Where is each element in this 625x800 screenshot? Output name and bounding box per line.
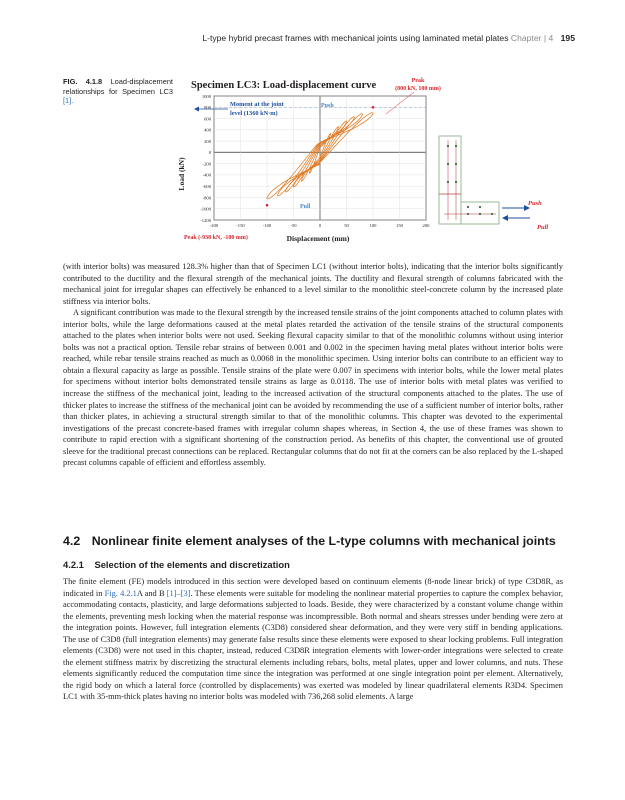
caption-label: FIG. 4.1.8 — [63, 77, 103, 86]
moment-value-annotation: level (1360 kN·m) — [230, 110, 278, 117]
pull-annotation: Pull — [300, 204, 311, 210]
inset-bolt — [447, 145, 449, 147]
load-displacement-figure — [178, 74, 563, 254]
paragraph-2: A significant contribution was made to the flexural strength by the increased tensile strains of the joint components attached to column plates with interior bolts, while the large deformations caused at the metal plates retarded the activation of the tensile strains of the structural components attached to the plates when interior bolts were not used. Seeking flexural capacity similar to that of the monolithic columns without using interior bolts was not a practical option. Tensile rebar strains of between 0.001 and 0.002 in the specimen having metal plates without interior bolts were reached, while rebar tensile strains reached as much as 0.0068 in the monolithic specimen. Using interior bolts can contribute to an efficient way to obtain a flexural capacity as large as possible. Tensile strains of the plate were 0.007 in specimens with interior bolts, while the lower metal plates for specimens without interior bolts demonstrated tensile strains as large as 0.0118. The use of interior bolts with metal plates was verified to increase the stiffness of the mechanical joint, leading to the increased activation of the structural components attached to the plates. The use of thicker plates to increase the stiffness of the mechanical joint can be avoided by recommending the use of a sufficient number of interior bolts, rather than thicker plates, in achieving a structural strength similar to that of the monolithic columns. This chapter was devoted to the experimental investigations of the precast concrete-based frames with irregular column shapes whereas, in Section 4, the use of these frames was shown to contribute to rapid erection with a significant shortening of the construction period. As benefits of this chapter, the conventional use of grouted sleeve for the traditional precast connections can be replaced. Rectangular columns that do not fit at the corners can be also replaced by the L-shaped precast columns capable of efficient and effortless assembly. — [63, 308, 563, 468]
inset-bolt — [455, 181, 457, 183]
inset-bolt — [479, 213, 481, 215]
section-heading — [63, 534, 556, 548]
citation-ref-link[interactable]: [1]–[3] — [166, 588, 191, 598]
subsection-title: Selection of the elements and discretization — [94, 559, 290, 570]
inset-pull-label: Pull — [537, 224, 549, 231]
peak-pos-value: (800 kN, 100 mm) — [395, 86, 441, 92]
y-tick-label: 0 — [208, 150, 211, 156]
inset-bolt — [467, 206, 469, 208]
y-tick-label: 800 — [204, 105, 211, 111]
x-tick-label: 100 — [369, 223, 377, 228]
paragraph-3: The finite element (FE) models introduced in this section were developed based on continuum elements (8-node linear brick) of type C3D8R, as indicated in Fig. 4.2.1A and B [1]–[3]. These elements were suitable for modeling the nonlinear material properties to capture the complex behavior, accommodating contacts, plasticity, and large deformations subjected to loads. Beside, they were characterized by a constant volume change within the elements, preventing mesh locking when the material response was incompressible. Both normal and shears stresses under bending were zero at the integration points. However, full integration elements (C3D8) considered shear deformation, and they were very stiff in bending applications. The use of C3D8 (full integration elements) may generate false results since these elements were exposed to shear locking problems. Full integration elements (C3D8) were not used in this chapter, instead, reduced C3D8R integration elements with lower-order integrations were selected to create the element stiffness matrix by discretizing the structural elements including rebars, bolts, metal plates, upper and lower columns, and nuts. These elements significantly reduced the computation time since the integration was performed at one single integration point per element. Alternatively, the rigid body on which a lateral force (controlled by displacements) was exerted was modeled by linear quadrilateral elements R3D4. Specimen LC1 with 35-mm-thick plates having no interior bolts was modeled with 736,268 solid elements. A large — [63, 577, 563, 702]
chart-svg — [178, 74, 563, 254]
running-header — [202, 33, 575, 43]
chapter-label: Chapter | 4 — [510, 33, 554, 43]
x-tick-label: 150 — [396, 223, 403, 228]
pull-arrow-head — [502, 215, 508, 221]
y-tick-label: -400 — [202, 172, 211, 178]
y-tick-label: 200 — [204, 138, 211, 144]
peak-positive-marker — [372, 106, 375, 109]
inset-bolt — [447, 163, 449, 165]
x-tick-label: -50 — [290, 223, 297, 228]
paragraph-1: (with interior bolts) was measured 128.3% higher than that of Specimen LC1 (without interior bolts), indicating that the interior bolts significantly contributed to the ductility and the flexural strength of the mechanical joints. The ductility and flexural strength of columns fabricated with the mechanical joint for irregular shapes can effectively be enhanced to a level similar to the monolithic steel-concrete column by the increased plate stiffness via interior bolts. — [63, 262, 563, 306]
column-inset — [439, 136, 548, 231]
push-annotation: Push — [321, 103, 334, 109]
body-paragraphs-top — [63, 261, 563, 469]
inset-column-vertical — [439, 136, 461, 224]
figure-caption — [63, 77, 173, 106]
caption-ref[interactable]: [1]. — [63, 96, 74, 106]
running-title: L-type hybrid precast frames with mechanical joints using laminated metal plates — [202, 33, 509, 43]
moment-arrow-head — [194, 107, 199, 112]
inset-bolt — [447, 181, 449, 183]
section-number: 4.2 — [63, 534, 81, 548]
y-tick-label: -200 — [202, 161, 211, 167]
caption-text: Load-displacement relationships for Specimen LC3 — [63, 77, 173, 96]
peak-neg-annotation: Peak (-938 kN, -100 mm) — [184, 235, 248, 241]
fig-ref-link[interactable]: Fig. 4.2.1 — [104, 588, 137, 598]
y-tick-label: 600 — [204, 116, 211, 122]
moment-annotation: Moment at the joint — [230, 101, 284, 108]
y-tick-label: 1000 — [201, 93, 211, 99]
chart-title: Specimen LC3: Load-displacement curve — [191, 80, 377, 91]
inset-bolt — [491, 213, 493, 215]
y-tick-label: -1000 — [200, 206, 211, 212]
y-tick-labels — [200, 94, 211, 223]
x-tick-label: -100 — [262, 223, 272, 228]
y-tick-label: -1200 — [200, 217, 211, 223]
y-axis-label: Load (kN) — [177, 157, 186, 191]
y-tick-label: 400 — [204, 127, 211, 133]
inset-bolt — [479, 206, 481, 208]
inset-bolt — [467, 213, 469, 215]
x-tick-label: -150 — [236, 223, 245, 228]
subsection-number: 4.2.1 — [63, 559, 84, 570]
peak-pos-label: Peak — [411, 78, 425, 84]
y-tick-label: -800 — [202, 195, 211, 201]
x-tick-label: 50 — [344, 223, 349, 228]
x-tick-label: 200 — [422, 223, 430, 228]
inset-bolt — [455, 163, 457, 165]
peak-negative-marker — [266, 204, 269, 207]
subsection-heading — [63, 559, 290, 570]
x-tick-label: -200 — [209, 223, 219, 228]
inset-bolt — [455, 145, 457, 147]
x-tick-label: 0 — [318, 223, 322, 228]
y-tick-label: -600 — [202, 183, 211, 189]
body-paragraphs-bottom — [63, 576, 563, 703]
x-tick-labels — [210, 223, 430, 228]
inset-push-label: Push — [528, 200, 542, 207]
page-number: 195 — [560, 33, 575, 43]
section-title: Nonlinear finite element analyses of the L-type columns with mechanical joints — [91, 534, 556, 548]
x-axis-label: Displacement (mm) — [286, 234, 350, 243]
